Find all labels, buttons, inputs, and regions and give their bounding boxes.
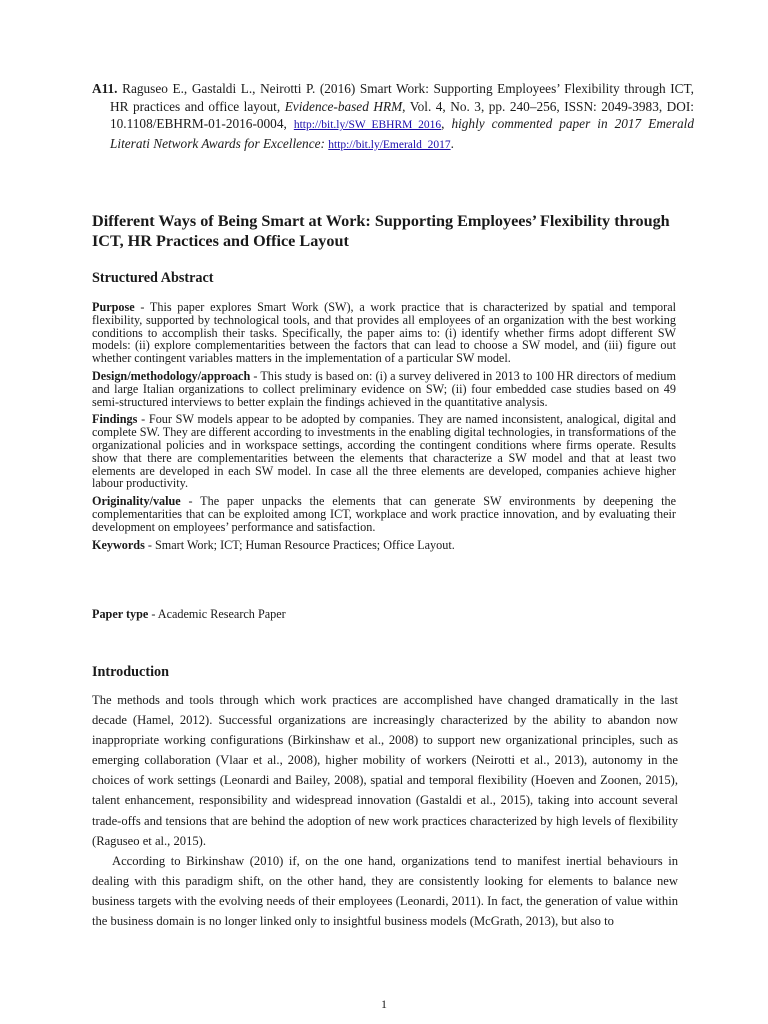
- paper-title: Different Ways of Being Smart at Work: Supporting Employees’ Flexibility through ICT, HR Practices and Office Layout: [92, 212, 670, 250]
- originality-text: - The paper unpacks the elements that can generate SW environments by deepening the complementarities that can be exploited among ICT, workplace and work practice innovation, and by evaluating their development on employees’ performance and satisfaction.: [92, 494, 676, 534]
- page-number: 1: [381, 997, 387, 1011]
- abstract-keywords: [92, 539, 676, 552]
- originality-label: Originality/value: [92, 494, 181, 509]
- abstract-design: [92, 370, 676, 408]
- keywords-label: Keywords: [92, 537, 145, 552]
- citation-end: .: [450, 135, 454, 151]
- keywords-text: - Smart Work; ICT; Human Resource Practices; Office Layout.: [144, 537, 455, 552]
- abstract-originality: [92, 495, 676, 533]
- abstract-findings: [92, 413, 676, 490]
- intro-paragraph: According to Birkinshaw (2010) if, on the one hand, organizations tend to manifest inertial behaviours in dealing with this paradigm shift, on the other hand, they are consistently looking for elements to balance new business targets with the evolving needs of their employees (Leonardi, 2011). In fact, the generation of value within the business domain is no longer linked only to insightful business models (McGrath, 2013), but also to: [92, 853, 678, 929]
- purpose-label: Purpose: [92, 300, 135, 314]
- design-label: Design/methodology/approach: [92, 368, 251, 383]
- findings-text: - Four SW models appear to be adopted by companies. They are named inconsistent, analogical, digital and complete SW. They are different according to investments in the enabling digital technologies, in transformations of the organizational policies and in workspace settings, according the contingent conditions where firms operate. Results show that there are complementarities between the elements that characterize a SW model and that at least two elements are developed in each SW model. In case all the three elements are developed, companies achieve higher labour productivity.: [92, 412, 676, 491]
- citation-journal: Evidence-based HRM: [284, 98, 403, 114]
- abstract-heading: Structured Abstract: [92, 270, 214, 286]
- citation-entry: [92, 80, 694, 154]
- abstract-purpose: [92, 301, 676, 365]
- structured-abstract: [92, 301, 676, 556]
- intro-paragraph: The methods and tools through which work practices are accomplished have changed dramatically in the last decade (Hamel, 2012). Successful organizations are increasingly characterized by the ability to abandon now inappropriate working configurations (Birkinshaw et al., 2008) to support new organizational principles, such as emerging collaboration (Vlaar et al., 2008), higher mobility of workers (Neirotti et al., 2013), autonomy in the choices of work settings (Leonardi and Bailey, 2008), spatial and temporal flexibility (Hoeven and Zoonen, 2015), talent enhancement, responsibility and widespread innovation (Gastaldi et al., 2015), taking into account several trade-offs and tensions that are behind the adoption of new work practices characterized by high levels of flexibility (Raguseo et al., 2015).: [92, 693, 678, 848]
- paper-type: [92, 607, 286, 621]
- citation-link-paper[interactable]: http://bit.ly/SW_EBHRM_2016: [293, 119, 442, 132]
- findings-label: Findings: [92, 412, 138, 427]
- introduction-heading: Introduction: [92, 664, 169, 680]
- paper-type-label: Paper type: [92, 607, 149, 621]
- introduction-body: [92, 690, 678, 931]
- citation-details: , Vol. 4, No. 3, pp. 240–256, ISSN: 2049-3983, DOI: 10.1108/EBHRM-01-2016-0004,: [110, 98, 694, 132]
- citation-separator: ,: [441, 116, 452, 132]
- citation-award: highly commented paper in 2017 Emerald Literati Network Awards for Excellence:: [110, 116, 694, 151]
- citation-authors-title: Raguseo E., Gastaldi L., Neirotti P. (2016) Smart Work: Supporting Employees’ Flexibility through ICT, HR practices and office layout,: [110, 81, 694, 114]
- design-text: - This study is based on: (i) a survey delivered in 2013 to 100 HR directors of medium and large Italian organizations to collect preliminary evidence on SW; (ii) four embedded case studies based on 49 semi-structured interviews to better explain the findings achieved in the quantitative analysis.: [92, 368, 676, 409]
- citation-link-award[interactable]: http://bit.ly/Emerald_2017: [328, 138, 451, 151]
- citation-id: A11.: [92, 81, 118, 96]
- purpose-text: - This paper explores Smart Work (SW), a work practice that is characterized by spatial and temporal flexibility, supported by technological tools, and that provides all employees of an organization with the best working conditions to accomplish their tasks. Specifically, the paper aims to: (i) identify whether firms adopt different SW models: (ii) explore complementarities between the factors that can lead to choose a SW model, and (iii) figure out whether contingent variables matters in the implementation of a particular SW model.: [92, 300, 676, 366]
- paper-type-text: - Academic Research Paper: [148, 607, 286, 621]
